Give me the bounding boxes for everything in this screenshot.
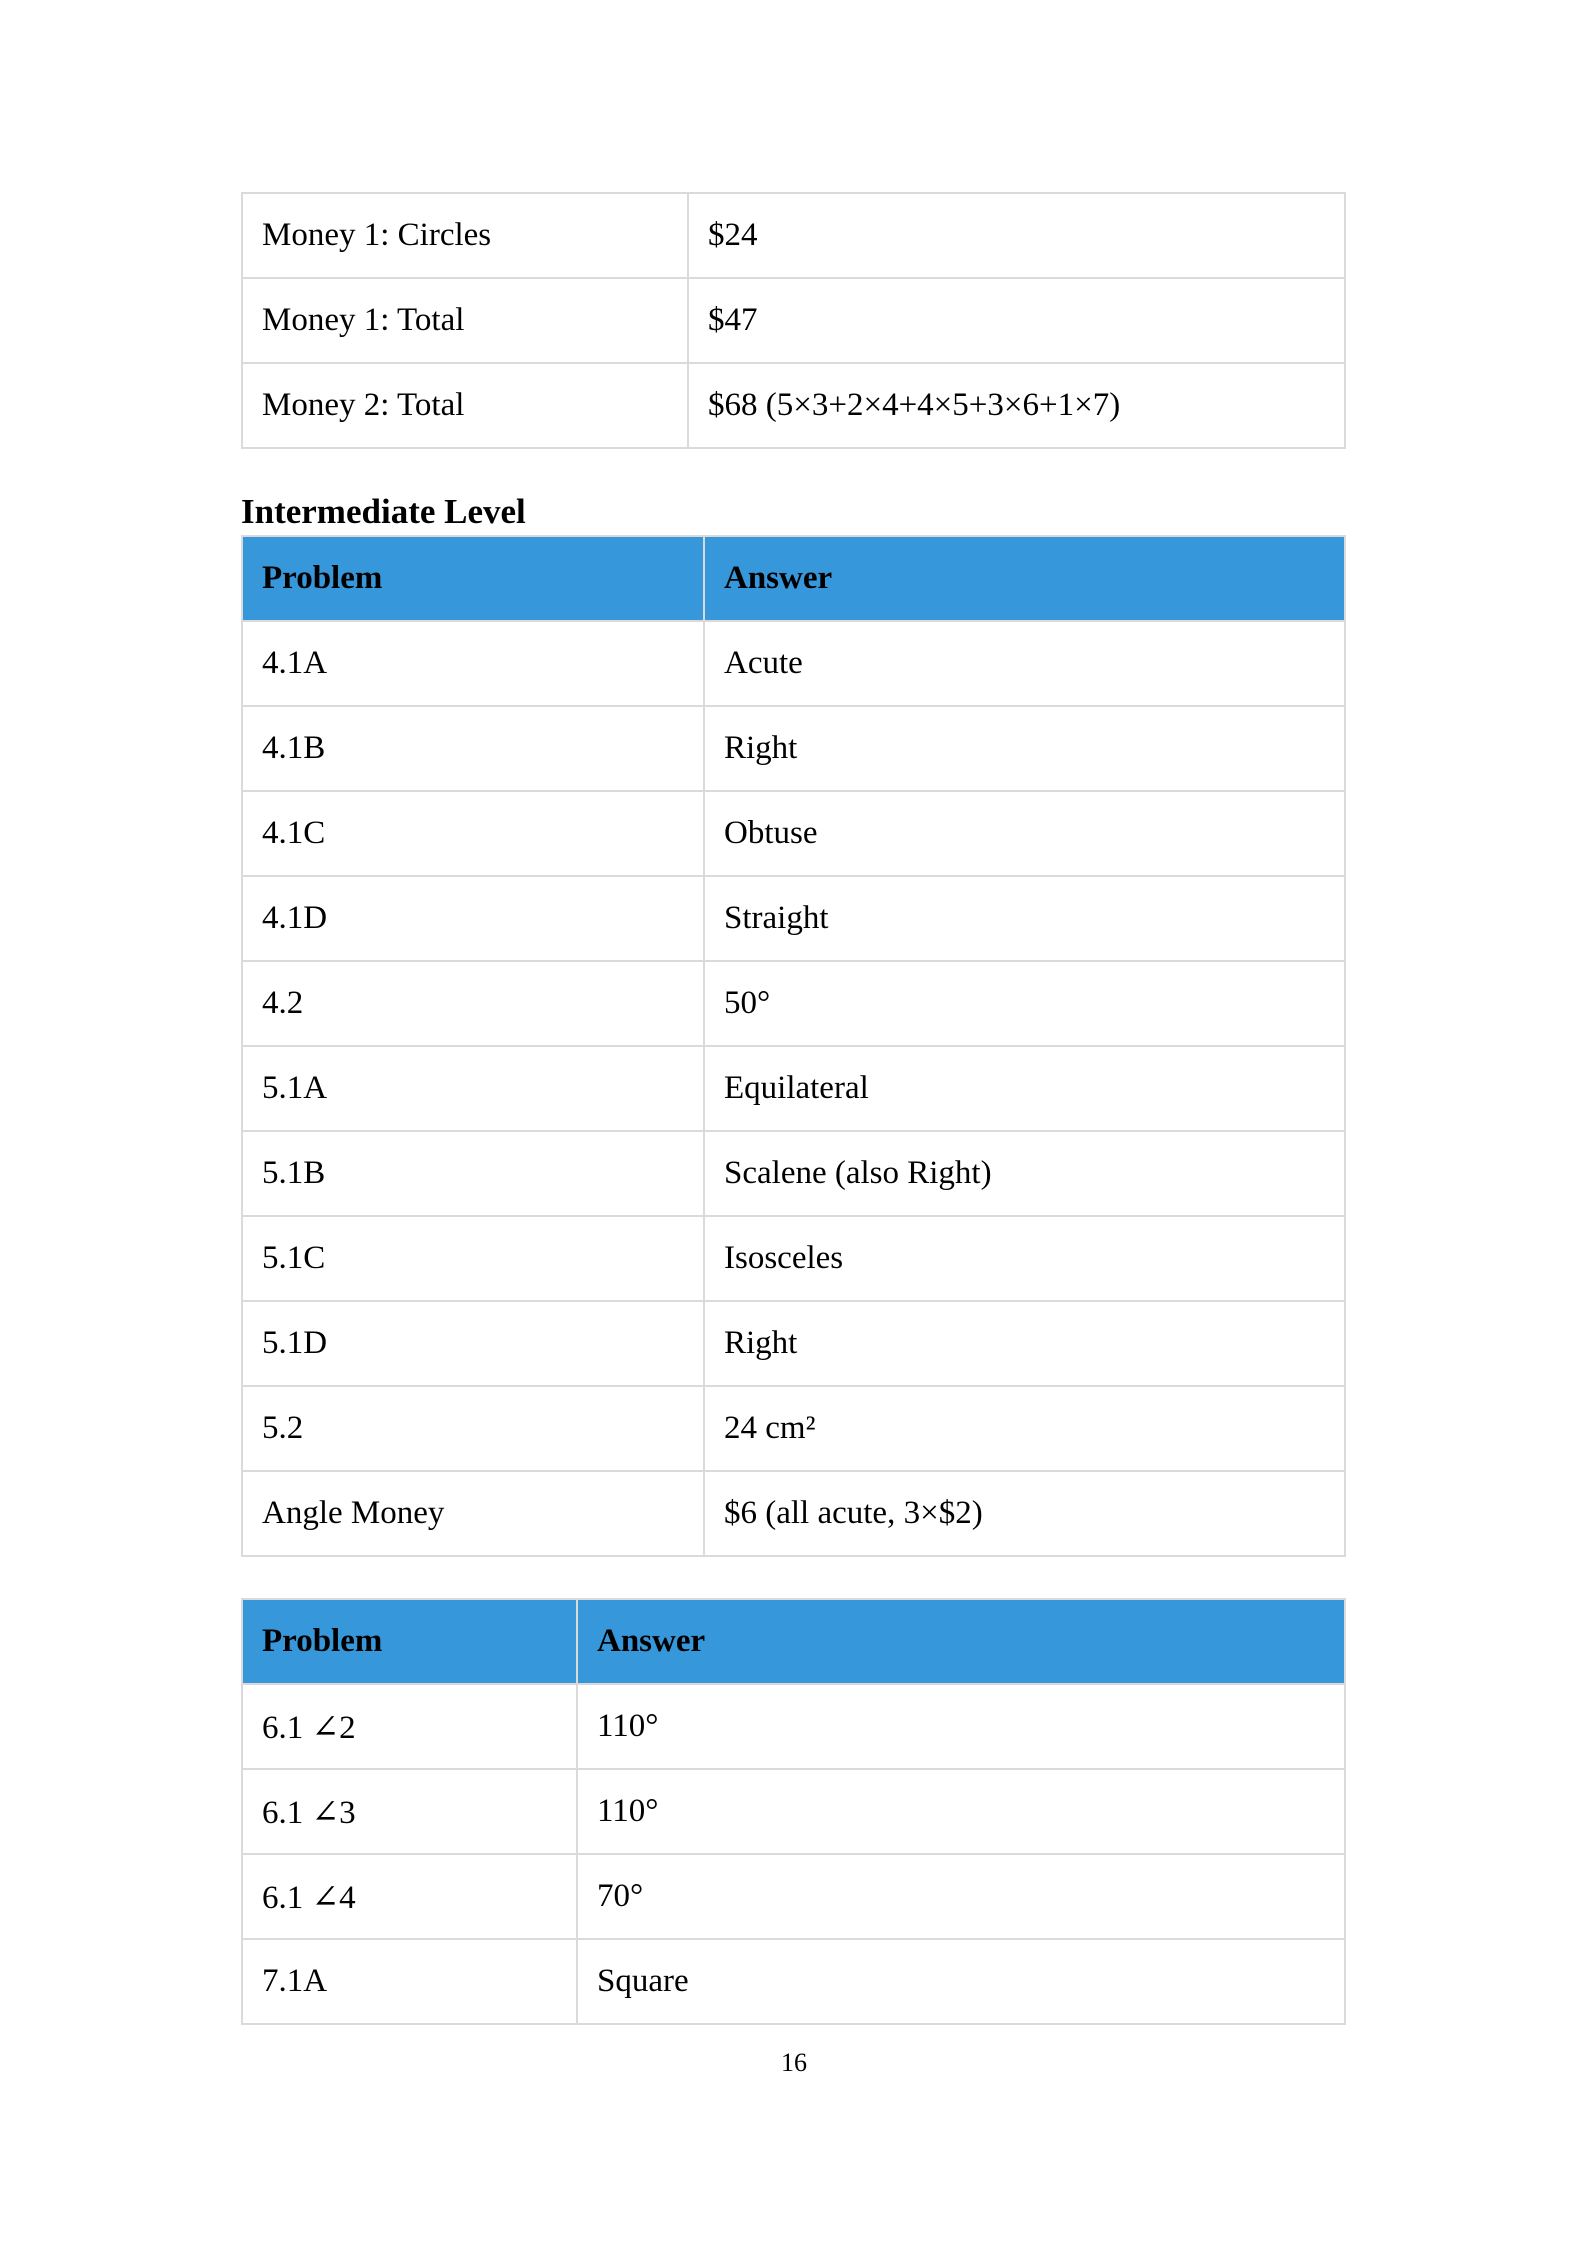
problem-cell: 6.1 ∠4	[242, 1854, 577, 1939]
table-row	[242, 1386, 1345, 1471]
column-header-answer: Answer	[577, 1599, 1345, 1684]
problem-cell: 4.1A	[242, 621, 704, 706]
problem-cell: 5.1A	[242, 1046, 704, 1131]
answer-cell: $68 (5×3+2×4+4×5+3×6+1×7)	[688, 363, 1345, 448]
answer-cell: Straight	[704, 876, 1345, 961]
table-row	[242, 1216, 1345, 1301]
table-header-row	[242, 1599, 1345, 1684]
answer-cell: Equilateral	[704, 1046, 1345, 1131]
table-row	[242, 706, 1345, 791]
table-row	[242, 791, 1345, 876]
table-row	[242, 621, 1345, 706]
table-row	[242, 876, 1345, 961]
answer-cell: $24	[688, 193, 1345, 278]
intermediate-answers-table-2	[241, 1598, 1346, 2025]
answer-cell: Acute	[704, 621, 1345, 706]
problem-cell: 5.1C	[242, 1216, 704, 1301]
table-row	[242, 1301, 1345, 1386]
section-heading-intermediate: Intermediate Level	[241, 492, 526, 531]
table-row	[242, 1854, 1345, 1939]
problem-cell: 6.1 ∠3	[242, 1769, 577, 1854]
answer-cell: Obtuse	[704, 791, 1345, 876]
column-header-answer: Answer	[704, 536, 1345, 621]
table-row	[242, 1769, 1345, 1854]
table-row	[242, 1684, 1345, 1769]
problem-cell: 7.1A	[242, 1939, 577, 2024]
problem-cell: 5.2	[242, 1386, 704, 1471]
answer-cell: 24 cm²	[704, 1386, 1345, 1471]
answer-cell: $6 (all acute, 3×$2)	[704, 1471, 1345, 1556]
answer-cell: 110°	[577, 1684, 1345, 1769]
answer-cell: Isosceles	[704, 1216, 1345, 1301]
problem-cell: 6.1 ∠2	[242, 1684, 577, 1769]
table-row	[242, 278, 1345, 363]
table-row	[242, 1939, 1345, 2024]
answer-cell: Scalene (also Right)	[704, 1131, 1345, 1216]
problem-cell: 5.1B	[242, 1131, 704, 1216]
problem-cell: Money 2: Total	[242, 363, 688, 448]
problem-cell: 4.2	[242, 961, 704, 1046]
problem-cell: Money 1: Circles	[242, 193, 688, 278]
answer-cell: Right	[704, 706, 1345, 791]
problem-cell: 4.1D	[242, 876, 704, 961]
money-answers-table	[241, 192, 1346, 449]
table-row	[242, 1471, 1345, 1556]
column-header-problem: Problem	[242, 1599, 577, 1684]
problem-cell: 5.1D	[242, 1301, 704, 1386]
table-header-row	[242, 536, 1345, 621]
table-row	[242, 1131, 1345, 1216]
table-row	[242, 363, 1345, 448]
problem-cell: Angle Money	[242, 1471, 704, 1556]
column-header-problem: Problem	[242, 536, 704, 621]
answer-cell: 110°	[577, 1769, 1345, 1854]
answer-cell: 50°	[704, 961, 1345, 1046]
answer-cell: 70°	[577, 1854, 1345, 1939]
table-row	[242, 1046, 1345, 1131]
table-row	[242, 961, 1345, 1046]
problem-cell: 4.1B	[242, 706, 704, 791]
answer-cell: Square	[577, 1939, 1345, 2024]
answer-cell: $47	[688, 278, 1345, 363]
page-number: 16	[781, 2048, 807, 2077]
problem-cell: 4.1C	[242, 791, 704, 876]
problem-cell: Money 1: Total	[242, 278, 688, 363]
answer-cell: Right	[704, 1301, 1345, 1386]
intermediate-answers-table-1	[241, 535, 1346, 1557]
table-row	[242, 193, 1345, 278]
